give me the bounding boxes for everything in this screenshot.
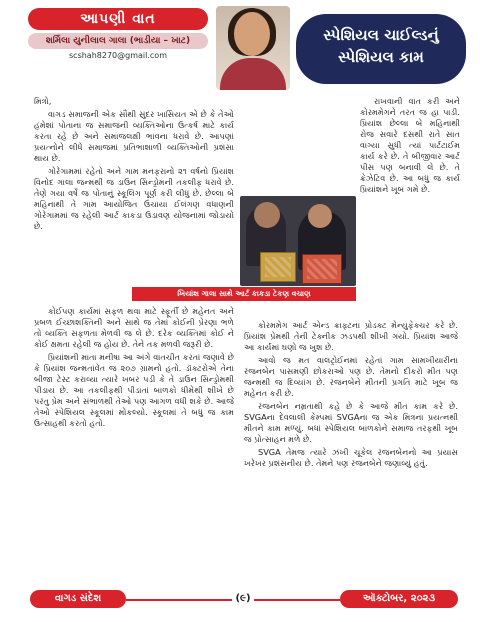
author-photo bbox=[216, 6, 290, 90]
page-number: (૯) bbox=[232, 590, 254, 608]
article-photo bbox=[240, 196, 356, 286]
page-footer bbox=[0, 586, 480, 612]
title-line-1: સ્પેશિયલ ચાઈલ્ડનું bbox=[323, 26, 439, 44]
author-email: scshah8270@gmail.com bbox=[69, 51, 167, 60]
issue-date: ઑક્ટોબર, ૨૦૨૩ bbox=[340, 590, 458, 608]
right-column bbox=[360, 96, 460, 197]
author-name: શર્મિલા યુનીલાલ ગાલા (ભાડીયા – ખાટ) bbox=[28, 33, 208, 49]
paragraph: વાગડ સમાજની એક સૌથી સુંદર ખાસિયત એ છે કે તેઓ હંમેશાં પોતાના જ સમાજની વ્યક્તિઓના ઉત્કર્ષ માટે કાર્ય કરતા રહે છે અને સમાજલક્ષી ભાવના ધરાવે છે. આપણાં પ્રયત્નોને લીધે સમાજમાં પ્રતિભાશાળી વ્યક્તિઓની પ્રશંસા થાય છે. bbox=[34, 109, 234, 163]
paragraph: આવો જ મત વાલટ્રોઈનમાં રહેતાં ગામ સામખીયારીના રંજનબેન પાસમણી છોકરાઓ પણ છે. તેમનો દીકરો મીત પણ જન્મથી જ દિવ્યાંગ છે. રંજનબેને મીતની પ્રગતિ માટે ખૂબ જ મહેનત કરી છે. bbox=[244, 355, 458, 398]
paragraph: કોરમમેગ આર્ટ એન્ડ ક્રાફ્ટના પ્રોડક્ટ મેન્યુફેક્ચર કરે છે. પ્રિયાંશ પ્રેમથી તેની ટેક્નીક ઝડપથી શીખી ગયો. પ્રિયાંશ આજે આ કાર્યમાં ઘણો જ ખુશ છે. bbox=[244, 320, 458, 352]
paragraph: SVGA તેમજ ત્યારે ઝંખી ચૂકેલ રંજનબેનનો આ પ્રયાસ ખરેખર પ્રશંસનીય છે. તેમને પણ રંજનબેને જણાવ્યું હતું. bbox=[244, 447, 458, 468]
magazine-name: વાગડ સંદેશ bbox=[30, 590, 126, 608]
paragraph: રંજનબેન નમ્રતાથી કહે છે કે આજે મીત કામ કરે છે. SVGAના દેવલાલી કેમ્પમાં SVGAના જ એક મિત્રના પ્રયત્નથી મીતને કામ મળ્યું. બધાં સ્પેશિયલ બાળકોને સમાજ તરફથી ખૂબ જ પ્રોત્સાહન મળે છે. bbox=[244, 401, 458, 444]
paragraph: મિત્રો, bbox=[34, 96, 52, 106]
left-column bbox=[34, 96, 234, 234]
photo-caption: ખિયાંશ ગાલા સાથે આર્ટ કાકડા ટેકણ વચાણ bbox=[132, 287, 356, 301]
paragraph: પ્રિયાંશની માતા મનીષા આ અંગે વાતચીત કરતાં જણાવે છે કે પ્રિયાંશ જન્મતાંવેંત જ ૨૦૭ ગ્રામનો હતો. ડૉક્ટરોએ તેના બીજા ટેસ્ટ કરાવ્યા ત્યારે ખબર પડી કે તે ડાઉન સિન્ડ્રોમથી પીડાય છે. આ તકલીફથી પીડાતાં બાળકો ધીમેથી શીખે છે પરંતુ પ્રેમ અને સંભાળથી તેઓ પણ આગળ વધી શકે છે. આજે તેઓ સ્પેશિયલ સ્કૂલમાં મોકલ્યો. સ્કૂલમાં તે બધું જ કામ ઉત્સાહથી કરતો હતો. bbox=[34, 352, 234, 428]
right-column-bottom bbox=[244, 320, 458, 471]
article-title bbox=[296, 14, 466, 84]
paragraph: ગોરેગામમાં રહેતો અને ગામ મનફરાનો ૨૧ વર્ષનો પ્રિયાંશ વિનોદ ગાલા જન્મથી જ ડાઉન સિન્ડ્રોમની તકલીફ ધરાવે છે. તેણે ગયા વર્ષે જ પોતાનું સ્કૂલિંગ પૂર્ણ કરી લીધું છે. છેલ્લા બે મહિનાથી તે ગામ આયોજિત ઉંચાયા ઈલંગણ વધાણની ગોરેગામમાં જ રહેલી આર્ટ કાકડા ઉડાવણ યોજનામાં જોડાયો છે. bbox=[34, 166, 234, 231]
title-line-2: સ્પેશિયલ કામ bbox=[338, 48, 424, 66]
paragraph: રાખવાની વાત કરી અને કોરમમેગને તરત જ હા પાડી. પ્રિયાંશ છેલ્લા બે મહિનાથી રોજ સવારે દસથી રાતે સાત વાગ્યા સુધી ત્યાં પાર્ટટાઈમ કાર્ય કરે છે. તે બીજીવાર આર્ટ પીસ પણ બનાવી લે છે. તે ક્રેઝેટિવ છે. આ બધું જ કાર્ય પ્રિયાંશને ખૂબ ગમે છે. bbox=[360, 96, 460, 194]
header-left bbox=[28, 8, 208, 60]
left-column-bottom bbox=[34, 306, 234, 431]
paragraph: કોઈપણ કાર્યમાં સફળ થવા માટે સ્ફૂર્તી છે મહેનત અને પ્રબળ ઈચ્છાશક્તિની અને સાથે જ તેમાં કોઈની પ્રેરણા ભળે તો વ્યક્તિ સફળતા મેળવી જ લે છે. દરેક વ્યક્તિમાં કોઈ ને કોઈ ક્ષમતા રહેલી જ હોય છે. તેને તક મળવી જરૂરી છે. bbox=[34, 306, 234, 349]
column-banner: આપણી વાત bbox=[28, 8, 208, 30]
